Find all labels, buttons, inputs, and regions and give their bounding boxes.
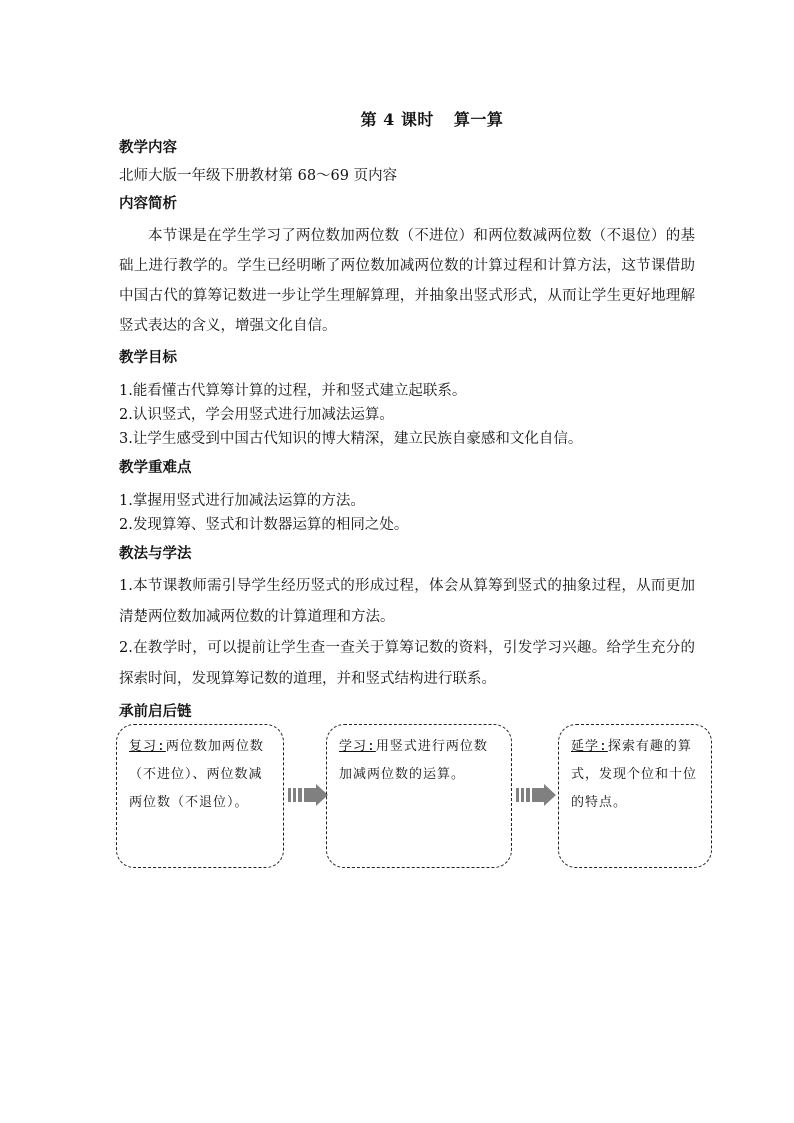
list-item: 1.掌握用竖式进行加减法运算的方法。 bbox=[119, 493, 365, 509]
lesson-name: 算一算 bbox=[453, 110, 504, 129]
learn-label: 学习: bbox=[339, 739, 376, 754]
list-item: 3.让学生感受到中国古代知识的博大精深，建立民族自豪感和文化自信。 bbox=[119, 431, 583, 447]
document-body bbox=[119, 137, 695, 723]
methods-item-2: 2.在教学时，可以提前让学生查一查关于算筹记数的资料，引发学习兴趣。给学生充分的探索时间，发现算筹记数的道理，并和竖式结构进行联系。 bbox=[119, 640, 695, 687]
review-text: 两位数加两位数（不进位）、两位数减两位数（不退位）。 bbox=[129, 739, 264, 810]
section-heading-keypoints: 教学重难点 bbox=[119, 459, 192, 476]
goals-list bbox=[119, 379, 695, 451]
list-item: 2.认识竖式，学会用竖式进行加减法运算。 bbox=[119, 407, 394, 423]
review-box bbox=[116, 724, 284, 868]
content-text: 北师大版一年级下册教材第 68～69 页内容 bbox=[119, 168, 398, 184]
analysis-paragraph: 本节课是在学生学习了两位数加两位数（不进位）和两位数减两位数（不退位）的基础上进行教学的。学生已经明晰了两位数加减两位数的计算过程和计算方法，这节课借助中国古代的算筹记数进一步让学生理解算理，并抽象出竖式形式，从而让学生更好地理解竖式表达的含义，增强文化自信。 bbox=[119, 228, 695, 334]
methods-item-1: 1.本节课教师需引导学生经历竖式的形成过程，体会从算筹到竖式的抽象过程，从而更加清楚两位数加减两位数的计算道理和方法。 bbox=[119, 578, 695, 625]
extend-text: 探索有趣的算式，发现个位和十位的特点。 bbox=[571, 739, 698, 810]
section-heading-content: 教学内容 bbox=[119, 139, 177, 156]
striped-right-arrow-icon bbox=[288, 784, 328, 806]
list-item: 1.能看懂古代算筹计算的过程，并和竖式建立起联系。 bbox=[119, 383, 467, 399]
lesson-chain-flow bbox=[116, 724, 716, 874]
learn-text: 用竖式进行两位数加减两位数的运算。 bbox=[339, 739, 488, 782]
section-heading-chain: 承前启后链 bbox=[119, 703, 192, 720]
review-label: 复习: bbox=[129, 739, 166, 754]
lesson-number: 第 4 课时 bbox=[360, 110, 434, 129]
extend-box bbox=[558, 724, 712, 868]
learn-box bbox=[326, 724, 512, 868]
list-item: 2.发现算筹、竖式和计数器运算的相同之处。 bbox=[119, 517, 409, 533]
section-heading-analysis: 内容简析 bbox=[119, 195, 177, 212]
section-heading-goals: 教学目标 bbox=[119, 349, 177, 366]
striped-right-arrow-icon bbox=[516, 784, 556, 806]
page-title bbox=[0, 107, 794, 130]
section-heading-methods: 教法与学法 bbox=[119, 545, 192, 562]
extend-label: 延学: bbox=[571, 739, 608, 754]
keypoints-list bbox=[119, 489, 695, 537]
